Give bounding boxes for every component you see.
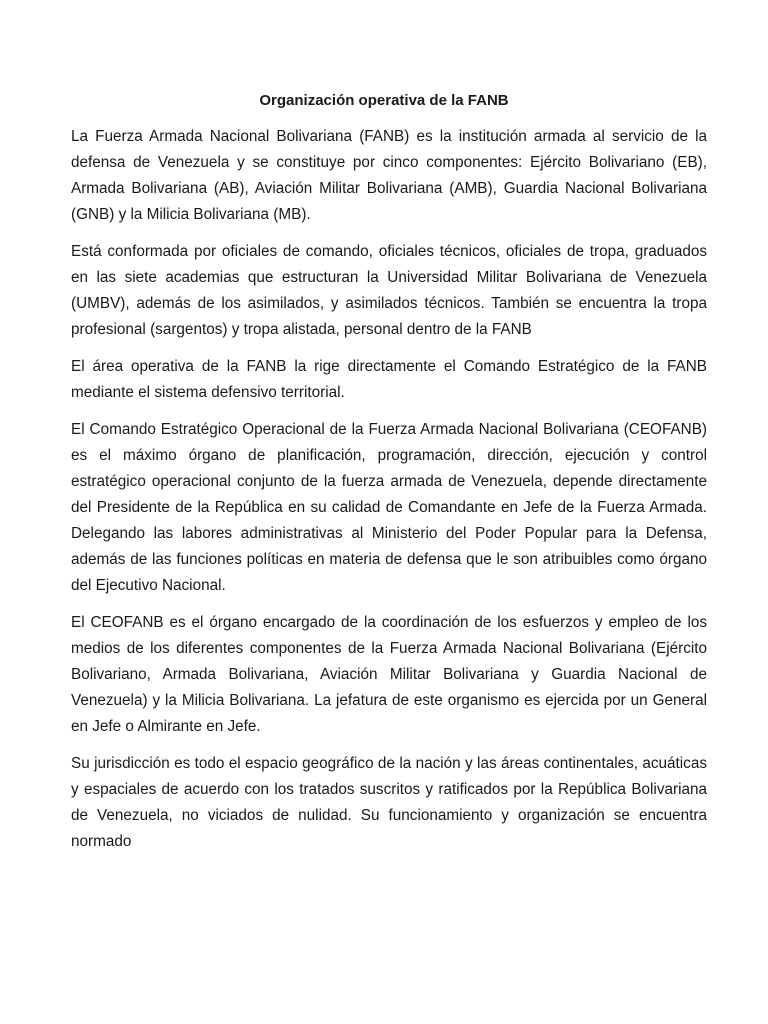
document-title: Organización operativa de la FANB [259,92,509,109]
paragraph-operative-area: El área operativa de la FANB la rige directamente el Comando Estratégico de la FANB mediante el sistema defensivo territorial. [71,358,707,401]
paragraph-ceofanb-role: El CEOFANB es el órgano encargado de la coordinación de los esfuerzos y empleo de los medios de los diferentes componentes de la Fuerza Armada Nacional Bolivariana (Ejército Bolivariano, Armada Bolivariana, Aviación Militar Bolivariana y Guardia Nacional de Venezuela) y la Milicia Bolivariana. La jefatura de este organismo es ejercida por un General en Jefe o Almirante en Jefe. [71,614,707,735]
paragraph-composition: Está conformada por oficiales de comando, oficiales técnicos, oficiales de tropa, graduados en las siete academias que estructuran la Universidad Militar Bolivariana de Venezuela (UMBV), además de los asimilados, y asimilados técnicos. También se encuentra la tropa profesional (sargentos) y tropa alistada, personal dentro de la FANB [71,243,707,338]
paragraph-jurisdiction: Su jurisdicción es todo el espacio geográfico de la nación y las áreas continentales, acuáticas y espaciales de acuerdo con los tratados suscritos y ratificados por la República Bolivariana de Venezuela, no viciados de nulidad. Su funcionamiento y organización se encuentra normado [71,755,707,850]
document-body [71,124,707,855]
paragraph-fanb-definition: La Fuerza Armada Nacional Bolivariana (FANB) es la institución armada al servicio de la defensa de Venezuela y se constituye por cinco componentes: Ejército Bolivariano (EB), Armada Bolivariana (AB), Aviación Militar Bolivariana (AMB), Guardia Nacional Bolivariana (GNB) y la Milicia Bolivariana (MB). [71,128,707,223]
paragraph-ceofanb-definition: El Comando Estratégico Operacional de la Fuerza Armada Nacional Bolivariana (CEOFANB) es el máximo órgano de planificación, programación, dirección, ejecución y control estratégico operacional conjunto de la fuerza armada de Venezuela, depende directamente del Presidente de la República en su calidad de Comandante en Jefe de la Fuerza Armada. Delegando las labores administrativas al Ministerio del Poder Popular para la Defensa, además de las funciones políticas en materia de defensa que le son atribuibles como órgano del Ejecutivo Nacional. [71,421,707,594]
